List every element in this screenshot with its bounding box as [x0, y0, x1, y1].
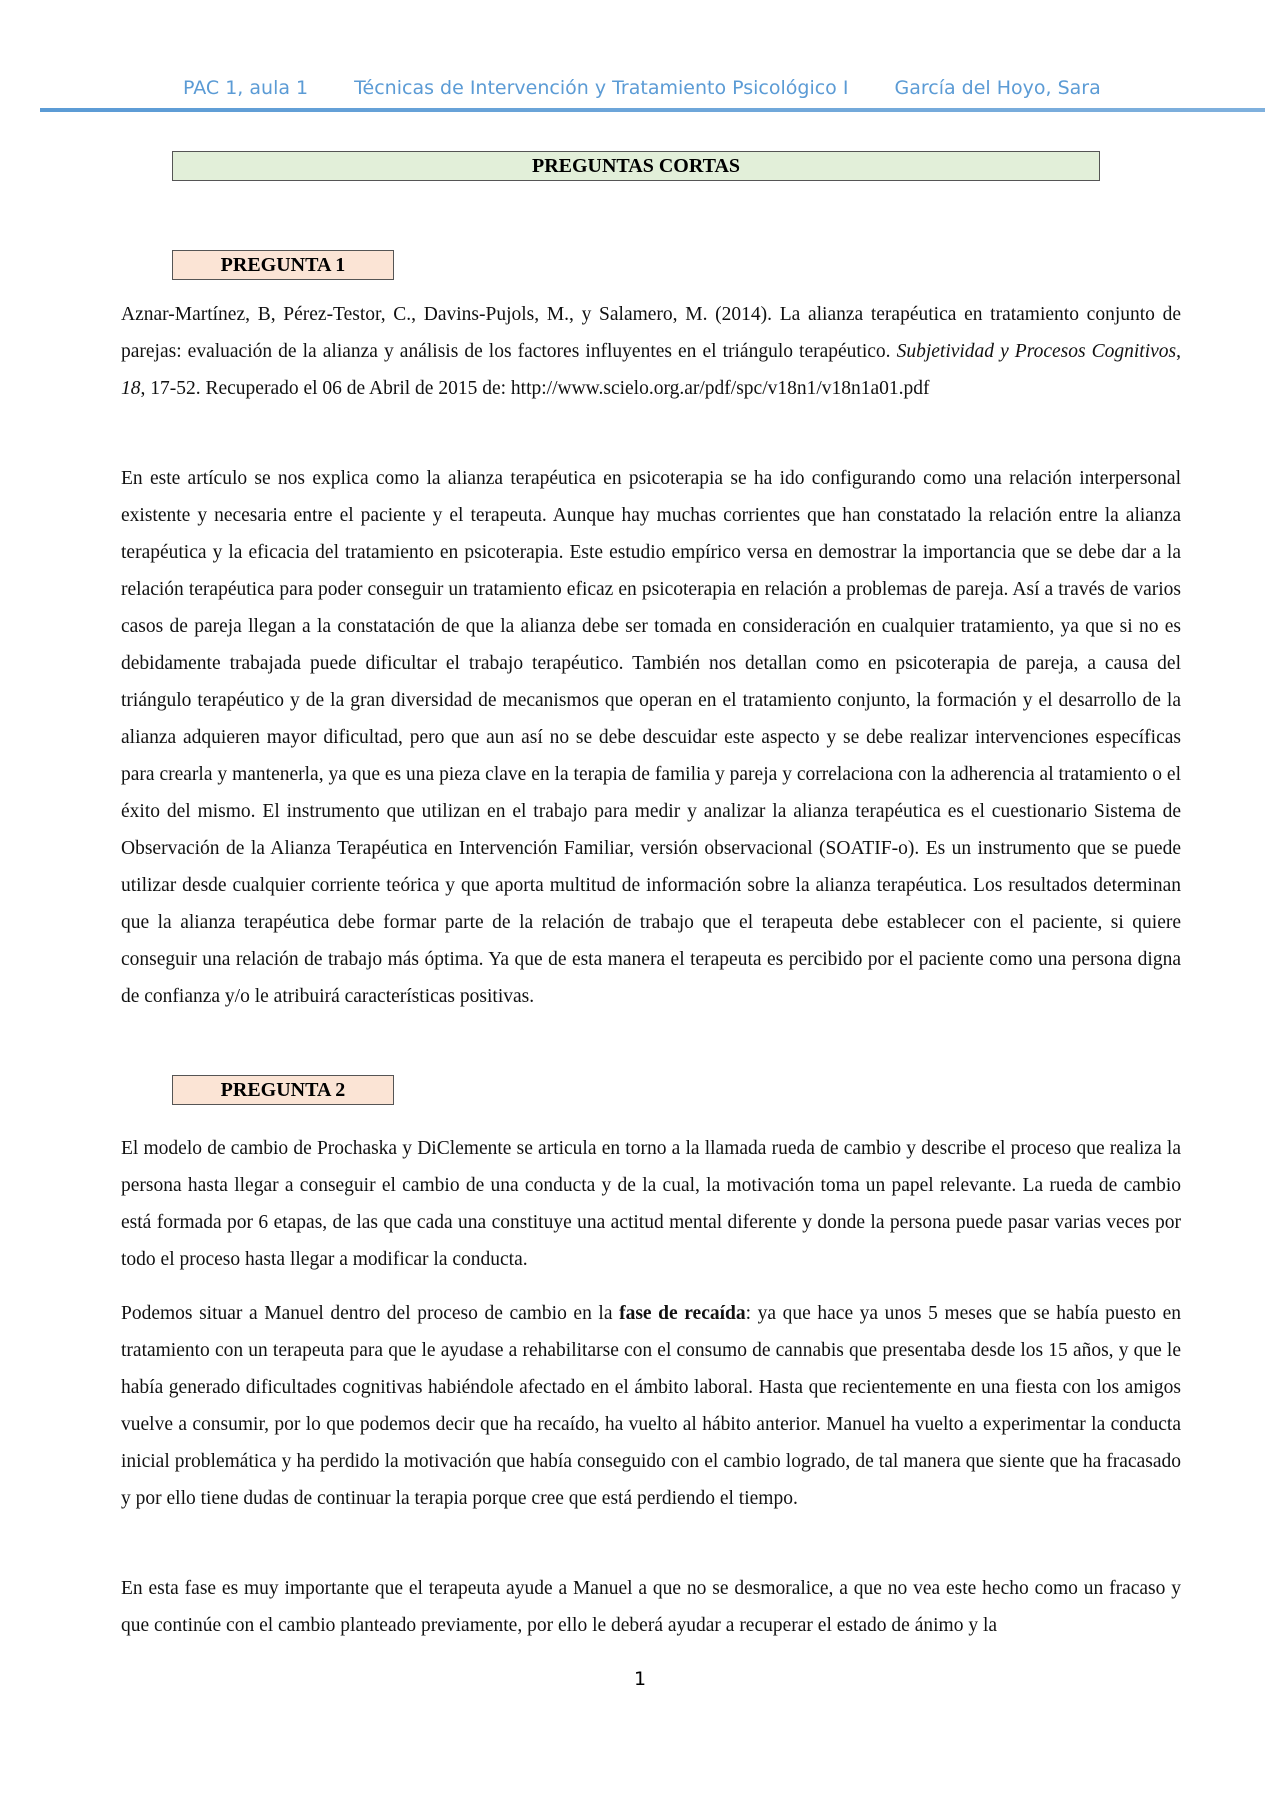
question-2-paragraph-1: El modelo de cambio de Prochaska y DiClemente se articula en torno a la llamada rueda de cambio y describe el proceso que realiza la persona hasta llegar a conseguir el cambio de una conducta y de la cual, la motivación toma un papel relevante. La rueda de cambio está formada por 6 etapas, de las que cada una constituye una actitud mental diferente y donde la persona puede pasar varias veces por todo el proceso hasta llegar a modificar la conducta. — [121, 1138, 1181, 1270]
paragraph-2-intro: Podemos situar a Manuel dentro del proceso de cambio en la — [121, 1303, 620, 1324]
header-divider — [40, 108, 1265, 112]
question-1-reference — [121, 296, 1181, 407]
page-header — [183, 77, 1101, 99]
page-number: 1 — [633, 1668, 647, 1690]
header-assignment: PAC 1, aula 1 — [183, 77, 309, 99]
reference-journal: Subjetividad y Procesos Cognitivos — [896, 341, 1177, 362]
header-author: García del Hoyo, Sara — [894, 77, 1101, 99]
reference-volume: 18 — [121, 378, 141, 399]
header-course: Técnicas de Intervención y Tratamiento Psicológico I — [354, 77, 849, 99]
reference-authors: Aznar-Martínez, B, Pérez-Testor, C., Davins-Pujols, M., y Salamero, M. (2014). La alianza terapéutica en tratamiento conjunto de parejas: evaluación de la alianza y análisis de los factores influyentes en el triángulo terapéutico. — [121, 304, 1181, 362]
question-2-label: PREGUNTA 2 — [172, 1075, 394, 1105]
reference-rest: , 17-52. Recuperado el 06 de Abril de 2015 de: http://www.scielo.org.ar/pdf/spc/v18n1/v18n1a01.pdf — [140, 378, 930, 399]
question-2-paragraph-3: En esta fase es muy importante que el terapeuta ayude a Manuel a que no se desmoralice, a que no vea este hecho como un fracaso y que continúe con el cambio planteado previamente, por ello le deberá ayudar a recuperar el estado de ánimo y la — [121, 1578, 1181, 1636]
question-2-paragraph-2 — [121, 1295, 1181, 1517]
paragraph-2-body: : ya que hace ya unos 5 meses que se había puesto en tratamiento con un terapeuta para que le ayudase a rehabilitarse con el consumo de cannabis que presentaba desde los 15 años, y que le había generado dificultades cognitivas habiéndole afectado en el ámbito laboral. Hasta que recientemente en una fiesta con los amigos vuelve a consumir, por lo que podemos decir que ha recaído, ha vuelto al hábito anterior. Manuel ha vuelto a experimentar la conducta inicial problemática y ha perdido la motivación que había conseguido con el cambio logrado, de tal manera que siente que ha fracasado y por ello tiene dudas de continuar la terapia porque cree que está perdiendo el tiempo. — [121, 1303, 1181, 1509]
question-1-paragraph: En este artículo se nos explica como la alianza terapéutica en psicoterapia se ha ido configurando como una relación interpersonal existente y necesaria entre el paciente y el terapeuta. Aunque hay muchas corrientes que han constatado la relación entre la alianza terapéutica y la eficacia del tratamiento en psicoterapia. Este estudio empírico versa en demostrar la importancia que se debe dar a la relación terapéutica para poder conseguir un tratamiento eficaz en psicoterapia en relación a problemas de pareja. Así a través de varios casos de pareja llegan a la constatación de que la alianza debe ser tomada en consideración en cualquier tratamiento, ya que si no es debidamente trabajada puede dificultar el trabajo terapéutico. También nos detallan como en psicoterapia de pareja, a causa del triángulo terapéutico y de la gran diversidad de mecanismos que operan en el tratamiento conjunto, la formación y el desarrollo de la alianza adquieren mayor dificultad, pero que aun así no se debe descuidar este aspecto y se debe realizar intervenciones específicas para crearla y mantenerla, ya que es una pieza clave en la terapia de familia y pareja y correlaciona con la adherencia al tratamiento o el éxito del mismo. El instrumento que utilizan en el trabajo para medir y analizar la alianza terapéutica es el cuestionario Sistema de Observación de la Alianza Terapéutica en Intervención Familiar, versión observacional (SOATIF-o). Es un instrumento que se puede utilizar desde cualquier corriente teórica y que aporta multitud de información sobre la alianza terapéutica. Los resultados determinan que la alianza terapéutica debe formar parte de la relación de trabajo que el terapeuta debe establecer con el paciente, si quiere conseguir una relación de trabajo más óptima. Ya que de esta manera el terapeuta es percibido por el paciente como una persona digna de confianza y/o le atribuirá características positivas. — [121, 468, 1181, 1007]
section-title: PREGUNTAS CORTAS — [172, 151, 1100, 181]
question-1-label: PREGUNTA 1 — [172, 250, 394, 280]
paragraph-2-emphasis: fase de recaída — [619, 1303, 746, 1324]
reference-separator: , — [1176, 341, 1181, 362]
